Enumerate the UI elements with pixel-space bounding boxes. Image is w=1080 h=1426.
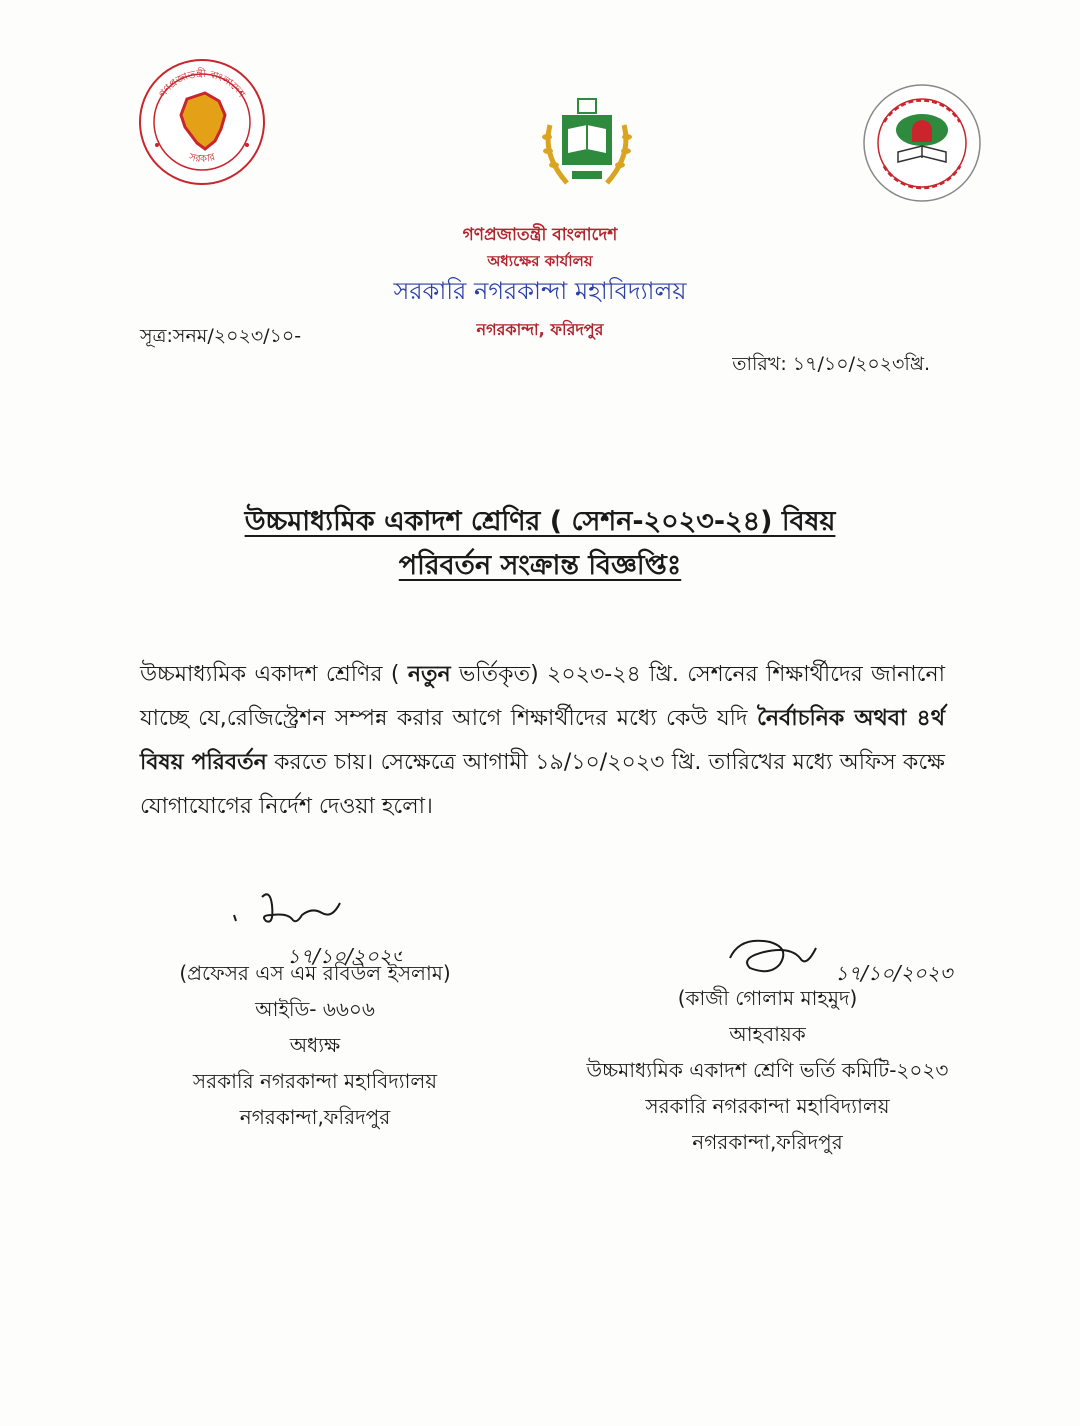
signatory-left-designation: অধ্যক্ষ <box>289 1033 341 1057</box>
reading-campaign-logo-icon <box>860 82 985 204</box>
signature-left-date: ১৭/১০/২০২৩ <box>287 944 402 968</box>
notice-title-line1: উচ্চমাধ্যমিক একাদশ শ্রেণির ( সেশন-২০২৩-২৪) বিষয় <box>244 506 836 537</box>
signatory-left <box>140 955 490 1135</box>
college-name: সরকারি নগরকান্দা মহাবিদ্যালয় <box>393 277 687 305</box>
signatory-left-institution: সরকারি নগরকান্দা মহাবিদ্যালয় <box>192 1069 438 1093</box>
signatory-right-institution: সরকারি নগরকান্দা মহাবিদ্যালয় <box>645 1094 890 1118</box>
signatory-right-name: (কাজী গোলাম মাহমুদ) <box>677 986 858 1010</box>
bangladesh-government-seal-icon <box>135 57 270 187</box>
body-part3: করতে চায়। সেক্ষেত্রে আগামী ১৯/১০/২০২৩ খ্রি. তারিখের মধ্যে অফিস কক্ষে যোগাযোগের নির্দেশ দেওয়া হলো। <box>140 750 945 819</box>
body-bold2: নৈর্বাচনিক অথবা ৪র্থ বিষয় পরিবর্তন <box>140 706 946 775</box>
body-part1: উচ্চমাধ্যমিক একাদশ শ্রেণির ( <box>140 662 408 687</box>
body-bold1: নতুন <box>407 662 451 687</box>
svg-text:গণপ্রজাতন্ত্রী বাংলাদেশ: গণপ্রজাতন্ত্রী বাংলাদেশ <box>157 68 247 100</box>
signatory-left-name: (প্রফেসর এস এম রবিউল ইসলাম) <box>179 961 451 985</box>
notice-body <box>140 653 945 829</box>
signatory-left-location: নগরকান্দা,ফরিদপুর <box>239 1105 391 1129</box>
signatory-left-id: আইডি- ৬৬০৬ <box>255 997 375 1021</box>
signatory-right-designation: আহবায়ক <box>729 1022 806 1046</box>
country-name: গণপ্রজাতন্ত্রী বাংলাদেশ <box>462 225 618 245</box>
body-part2: ভর্তিকৃত) ২০২৩-২৪ খ্রি. সেশনের শিক্ষার্থীদের জানানো যাচ্ছে যে,রেজিস্ট্রেশন সম্পন্ন করার আগে শিক্ষার্থীদের মধ্যে কেউ যদি <box>140 662 945 731</box>
signatory-right-location: নগরকান্দা,ফরিদপুর <box>692 1130 843 1154</box>
memo-number: সূত্র:সনম/২০২৩/১০- <box>140 325 302 347</box>
signatory-right <box>565 980 970 1160</box>
college-location: নগরকান্দা, ফরিদপুর <box>476 320 604 339</box>
notice-date: তারিখ: ১৭/১০/২০২৩খ্রি. <box>732 353 930 375</box>
college-book-emblem-icon <box>532 85 642 193</box>
notice-title <box>120 500 960 588</box>
signature-right-date: ১৭/১০/২০২৩ <box>835 961 953 985</box>
signatory-right-committee: উচ্চমাধ্যমিক একাদশ শ্রেণি ভর্তি কমিটি-২০২৩ <box>586 1058 949 1082</box>
office-name: অধ্যক্ষের কার্যালয় <box>487 252 593 270</box>
notice-title-line2: পরিবর্তন সংক্রান্ত বিজ্ঞপ্তিঃ <box>398 550 682 581</box>
svg-text:সরকার: সরকার <box>187 151 217 166</box>
